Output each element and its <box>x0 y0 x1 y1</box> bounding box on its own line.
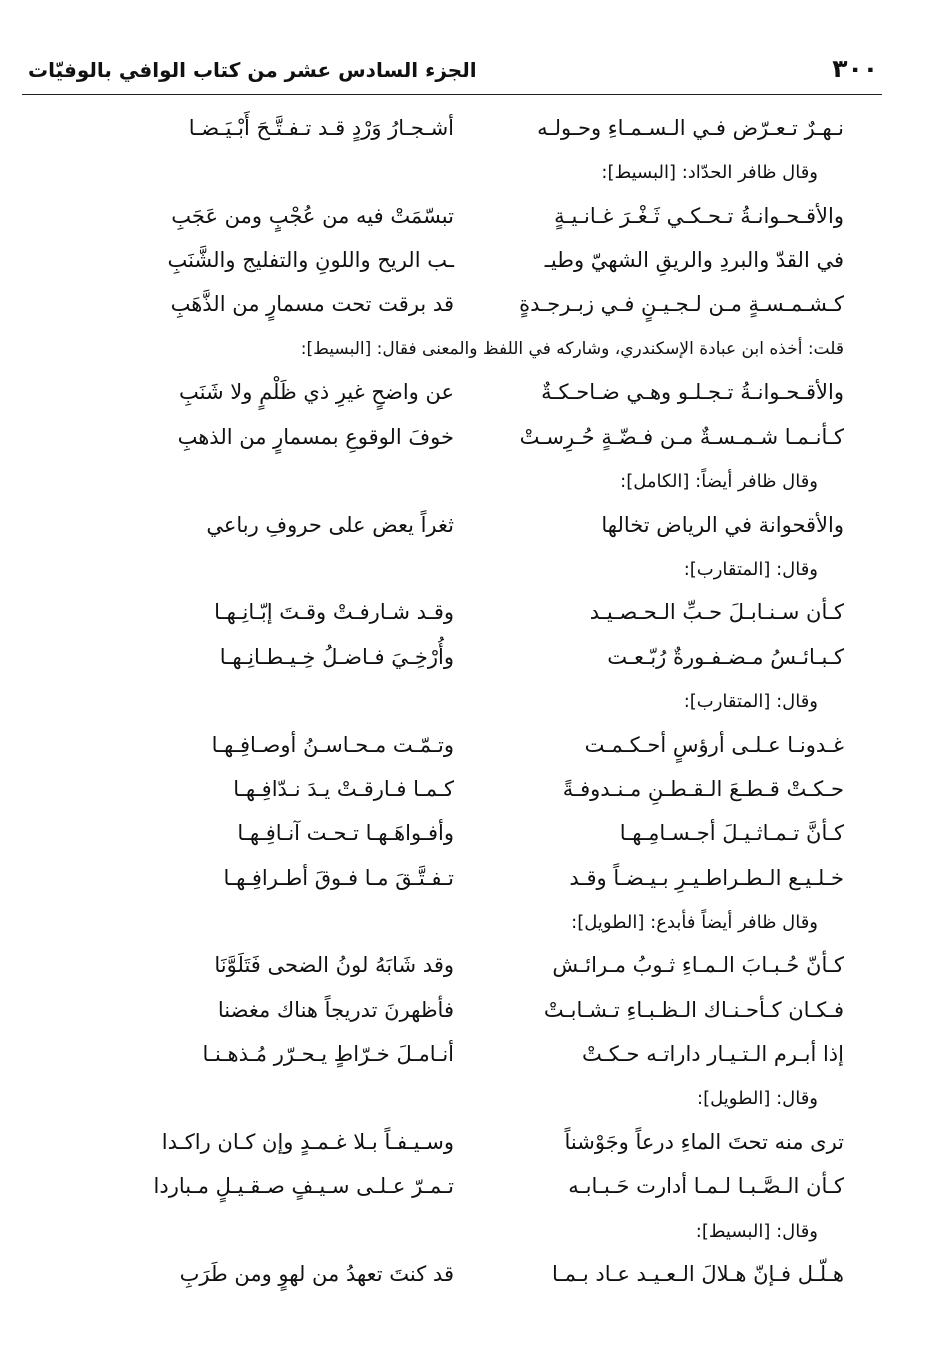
verse-first-hemistich: إذا أبـرم الـتـيـار داراتـه حـكـتْ <box>582 1042 844 1067</box>
verse-second-hemistich: أنـامـلَ خـرّاطٍ يـحـرّر مُـذهـنـا <box>202 1042 454 1067</box>
verse-line <box>92 374 844 418</box>
verse-second-hemistich: خوفَ الوقوعِ بمسمارٍ من الذهبِ <box>177 424 454 449</box>
verse-first-hemistich: كـأنـمـا شـمـسـةٌ مـن فـضّـةٍ حُـرِسـتْ <box>519 424 844 449</box>
prose-line <box>92 683 844 727</box>
verse-line <box>92 198 844 242</box>
poem-introduction: وقال: [الطويل]: <box>697 1088 818 1110</box>
verse-first-hemistich: والأقـحـوانـةُ تـجـلـو وهـي ضـاحـكـةٌ <box>541 380 844 405</box>
verse-line <box>92 947 844 991</box>
verse-first-hemistich: كـأنَّ تـمـاثـيـلَ أجـسـامِـهـا <box>619 821 844 846</box>
verse-line <box>92 727 844 771</box>
verse-second-hemistich: وتـمّـت مـحـاسـنُ أوصـافِـهـا <box>211 732 454 757</box>
verse-first-hemistich: ترى منه تحتَ الماءِ درعاً وجَوْشناً <box>564 1129 844 1154</box>
verse-second-hemistich: فأظهرنَ تدريجاً هناك مغضنا <box>217 997 454 1022</box>
prose-line <box>92 154 844 198</box>
verse-line <box>92 242 844 286</box>
verse-line <box>92 1124 844 1168</box>
verse-second-hemistich: وقـد شـارفـتْ وقـتَ إبّـانِـهـا <box>214 600 454 625</box>
verse-line <box>92 110 844 154</box>
verse-second-hemistich: ـب الريح واللونِ والتفليج والشَّنَبِ <box>167 248 454 273</box>
poem-introduction: وقال ظافر أيضاً: [الكامل]: <box>620 470 818 492</box>
verse-second-hemistich: قد كنتَ تعهدُ من لهوٍ ومن طَرَبِ <box>179 1262 454 1287</box>
verse-second-hemistich: قد برقت تحت مسمارٍ من الذَّهَبِ <box>170 292 454 317</box>
page-body <box>92 110 844 1300</box>
verse-line <box>92 992 844 1036</box>
verse-second-hemistich: ثغراً يعض على حروفِ رباعي <box>206 512 454 537</box>
verse-first-hemistich: هـلّـل فـإنّ هـلالَ الـعـيـد عـاد بـمـا <box>552 1262 844 1287</box>
verse-line <box>92 815 844 859</box>
poem-introduction: وقال: [البسيط]: <box>695 1220 818 1242</box>
poem-introduction: وقال: [المتقارب]: <box>683 558 818 580</box>
verse-first-hemistich: حـكـتْ قـطـعَ الـقـطـنِ مـنـدوفـةً <box>562 776 844 801</box>
page-number: ٣٠٠ <box>832 54 878 83</box>
verse-first-hemistich: كـأن الـصَّـبـا لـمـا أدارت حَـبـابـه <box>568 1174 844 1199</box>
verse-second-hemistich: وقد شَابَهُ لونُ الضحى فَتَلَوَّنَا <box>214 953 454 978</box>
prose-line <box>92 1213 844 1257</box>
verse-first-hemistich: نـهـرٌ تـعـرّض فـي الـسـمـاءِ وحـولـه <box>537 116 844 140</box>
verse-second-hemistich: وسـيـفـاً بـلا غـمـدٍ وإن كـان راكـدا <box>161 1129 454 1154</box>
verse-second-hemistich: تـمـرّ عـلـى سـيـفٍ صـقـيـلٍ مـباردا <box>153 1174 454 1199</box>
verse-second-hemistich: أشـجـارُ وَرْدٍ قـد تـفـتَّـحَ أَبْـيَـضـا <box>188 116 454 140</box>
verse-second-hemistich: تـفـتَّـقَ مـا فـوقَ أطـرافِـهـا <box>223 865 454 890</box>
verse-line <box>92 286 844 330</box>
verse-second-hemistich: وأفـواهَـهـا تـحـت آنـافِـهـا <box>237 821 454 846</box>
verse-line <box>92 1256 844 1300</box>
verse-first-hemistich: كـشـمـسـةٍ مـن لـجـيـنٍ فـي زبـرجـدةٍ <box>519 292 844 317</box>
verse-first-hemistich: والأقحوانة في الرياض تخالها <box>601 512 844 537</box>
prose-line <box>92 904 844 948</box>
verse-second-hemistich: كـمـا فـارقـتْ يـدَ نـدّافِـهـا <box>233 776 454 801</box>
prose-line <box>92 331 844 375</box>
verse-line <box>92 507 844 551</box>
poem-introduction: وقال: [المتقارب]: <box>683 691 818 713</box>
verse-first-hemistich: فـكـان كـأحـنـاك الـظـبـاءِ تـشـابـتْ <box>543 997 844 1022</box>
verse-line <box>92 639 844 683</box>
page-header <box>22 50 882 95</box>
verse-first-hemistich: خـلـيـع الـطـراطـيـرِ بـيـضـاً وقـد <box>569 865 844 890</box>
verse-first-hemistich: والأقـحـوانـةُ تـحـكـي ثَـغْـرَ غـانـيـةٍ <box>554 203 844 228</box>
prose-line <box>92 463 844 507</box>
poem-introduction: قلت: أخذه ابن عبادة الإسكندري، وشاركه في اللفظ والمعنى فقال: [البسيط]: <box>300 338 844 359</box>
verse-first-hemistich: كـبـائـسُ مـضـفـورةٌ رُبّـعـت <box>607 644 844 669</box>
running-title: الجزء السادس عشر من كتاب الوافي بالوفيّات <box>28 58 477 82</box>
prose-line <box>92 1080 844 1124</box>
verse-line <box>92 419 844 463</box>
poem-introduction: وقال ظافر أيضاً فأبدع: [الطويل]: <box>571 911 818 933</box>
prose-line <box>92 551 844 595</box>
verse-line <box>92 1168 844 1212</box>
poem-introduction: وقال ظافر الحدّاد: [البسيط]: <box>601 162 818 184</box>
verse-first-hemistich: غـدونـا عـلـى أرؤسٍ أحـكـمـت <box>584 732 844 757</box>
verse-first-hemistich: كـأنّ حُـبـابَ الـمـاءِ ثـوبُ مـرائـش <box>552 953 844 978</box>
verse-first-hemistich: كـأن سـنـابـلَ حـبِّ الـحـصـيـد <box>589 600 844 625</box>
verse-second-hemistich: تبسّمَتْ فيه من عُجْبٍ ومن عَجَبِ <box>171 203 454 228</box>
verse-line <box>92 860 844 904</box>
verse-line <box>92 771 844 815</box>
verse-second-hemistich: عن واضحٍ غيرِ ذي ظَلْمٍ ولا شَنَبِ <box>179 380 454 405</box>
verse-second-hemistich: وأُرْخِـيَ فـاضـلُ خِـيـطـانِـهـا <box>219 644 454 669</box>
verse-line <box>92 594 844 638</box>
verse-first-hemistich: في القدّ والبردِ والريقِ الشهيّ وطيـ <box>544 248 844 273</box>
verse-line <box>92 1036 844 1080</box>
